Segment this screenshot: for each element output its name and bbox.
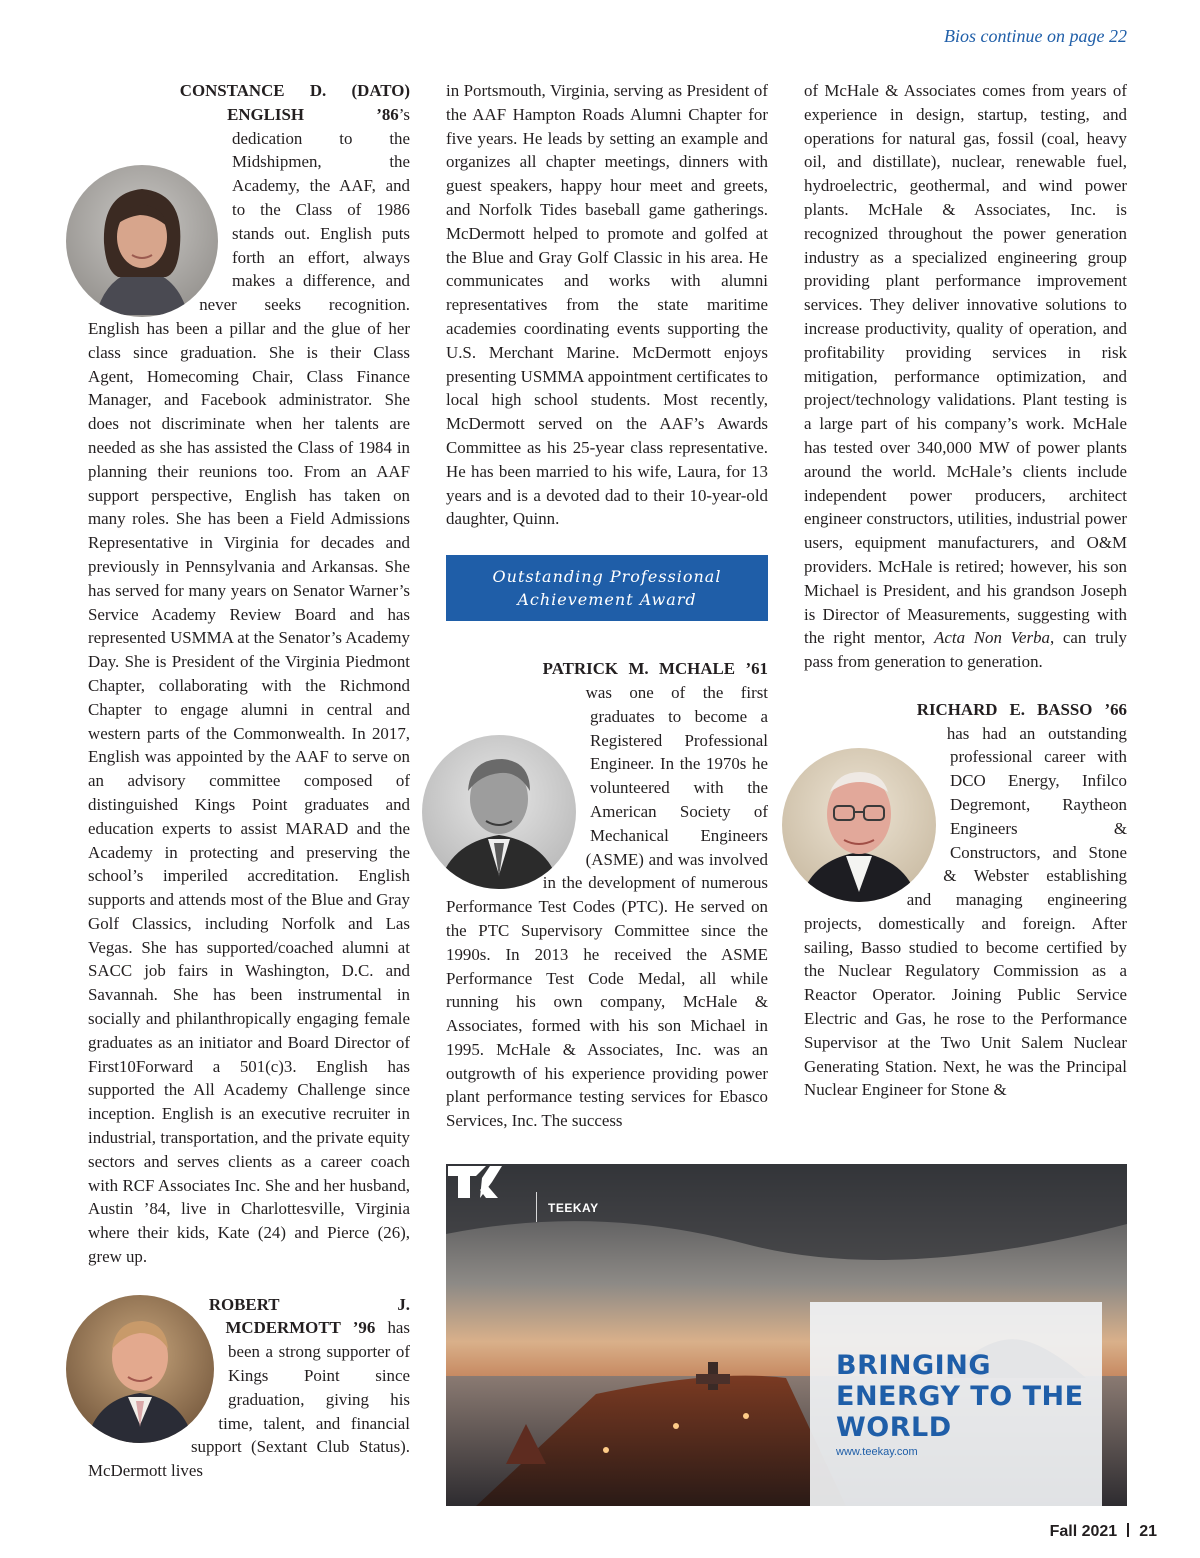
mcdermott-bio-continued: in Portsmouth, Virginia, serving as President of the AAF Hampton Roads Alumni Chapter for five years. He leads by setting an example and organizes all chapter meetings, dinners with guest speakers, happy hour meet and greets, and Norfolk Tides baseball game gatherings. McDermott helped to promote and golfed at the Blue and Gray Golf Classic in his area. He communicates and works with alumni representatives from the state maritime academies coordinating events supporting the U.S. Merchant Marine. McDermott enjoys presenting USMMA appointment certificates to local high school students. Most recently, McDermott served on the AAF’s Awards Committee as his 25-year class representative. He has been married to his wife, Laura, for 13 years and is a devoted dad to their 10-year-old daughter, Quinn.	[446, 81, 768, 529]
teekay-advertisement	[446, 1164, 1127, 1506]
issue-label: Fall 2021	[1049, 1523, 1118, 1540]
teekay-logo-icon	[446, 1164, 504, 1200]
ad-text-panel	[810, 1302, 1102, 1506]
basso-bio-paragraph	[804, 698, 1127, 1103]
mcdermott-bio: has been a strong supporter of Kings Point since graduation, giving his time, talent, and financial support (Sextant Club Status). McDermott lives	[88, 1318, 410, 1481]
mchale-bio: was one of the first graduates to become a Registered Professional Engineer. In the 1970s he volunteered with the American Society of Mechanical Engineers (ASME) and was involved in the development of numerous Performance Test Codes (PTC). He served on the PTC Supervisory Committee since the 1990s. In 2013 he received the ASME Performance Test Code Medal, all while running his own company, McHale & Associates, formed with his son Michael in 1995. McHale & Associates, Inc. was an outgrowth of his experience providing power plant performance testing services for Ebasco Services, Inc. The success	[446, 682, 768, 1131]
logo-divider	[536, 1192, 537, 1222]
english-portrait	[66, 165, 218, 317]
mchale-portrait	[422, 735, 576, 889]
mchale-bio-continued-a: of McHale & Associates comes from years of experience in design, startup, testing, and operations for natural gas, fossil (coal, heavy oil, and distillate), nuclear, renewable fuel, hydroelectric, geothermal, and wind power plants. McHale & Associates, Inc. is recognized throughout the power generation industry as a specialized engineering group providing plant performance improvement services. They deliver innovative solutions to increase productivity, quality of operation, and profitability providing services in risk mitigation, performance optimization, and project/technology validations. Plant testing is a large part of his company’s work. McHale has tested over 340,000 MW of power plants around the world. McHale’s clients include independent power producers, architect engineer constructors, utilities, industrial power users, equipment manufacturers, and O&M providers. McHale is retired; however, his son Michael is President, and his grandson Joseph is Director of Measurements, suggesting with the right mentor,	[804, 81, 1127, 648]
continuation-note: Bios continue on page 22	[944, 26, 1127, 46]
mcdermott-bio-paragraph	[88, 1293, 410, 1483]
ad-headline: BRINGING ENERGY TO THE WORLD	[836, 1350, 1084, 1443]
page-footer	[1050, 1523, 1157, 1541]
english-name: CONSTANCE D. (DATO) ENGLISH ’86	[179, 81, 410, 124]
basso-name: RICHARD E. BASSO ’66	[916, 699, 1127, 719]
footer-divider	[1127, 1523, 1129, 1537]
latin-motto: Acta Non Verba	[934, 628, 1050, 648]
mchale-bio-continued	[804, 79, 1127, 674]
mchale-bio-paragraph	[446, 657, 768, 1133]
mcdermott-name: ROBERT J. MCDERMOTT ’96	[208, 1294, 410, 1338]
english-bio-paragraph	[88, 79, 410, 1269]
ad-brand-name: TEEKAY	[548, 1201, 599, 1215]
english-bio: ’s dedication to the Midshipmen, the Academy, the AAF, and to the Class of 1986 stands out. English puts forth an effort, always makes a difference, and never seeks recognition. English has been a pillar and the glue of her class since graduation. She is their Class Agent, Homecoming Chair, Class Finance Manager, and Facebook administrator. She does not discriminate when her talents are needed as she has assisted the Class of 1984 in planning their reunions too. From an AAF support perspective, English has taken on many roles. She has been a Field Admissions Representative in Virginia for decades and previously in Pennsylvania and Arkansas. She has served for many years on Senator Warner’s Service Academy Review Board and has represented USMMA at the Senator’s Academy Day. She is President of the Virginia Piedmont Chapter, collaborating with the Richmond Chapter to engage alumni in central and western parts of the Commonwealth. In 2017, English was appointed by the AAF to serve on an advisory committee composed of distinguished Kings Point graduates and education experts to assist MARAD and the Academy in protecting and preserving the school’s imperiled accreditation. English supports and attends most of the Blue and Gray Golf Classics, including Norfolk and Las Vegas. She has supported/coached alumni at SACC job fairs in Washington, D.C. and Savannah. She has been instrumental in socially and philanthropically engaging female graduates as an initiator and Board Director of First10Forward a 501(c)3. English has supported the All Academy Challenge since inception. English is an executive recruiter in industrial, transportation, and the private equity sectors and serves clients as a career coach with RCF Associates Inc. She and her husband, Austin ’84, live in Charlottesville, Virginia where their kids, Kate (24) and Pierce (26), grew up.	[88, 104, 410, 1267]
mchale-bio-continued-b: , can truly pass from generation to generation.	[804, 628, 1127, 672]
column-2	[446, 79, 768, 1133]
ad-url: www.teekay.com	[836, 1446, 918, 1458]
column-1	[88, 79, 410, 1483]
column-3	[804, 79, 1127, 1102]
award-banner	[446, 555, 768, 621]
page-number: 21	[1139, 1523, 1157, 1540]
mcdermott-portrait	[66, 1295, 214, 1443]
basso-portrait	[782, 748, 936, 902]
mchale-name: PATRICK M. MCHALE ’61	[542, 659, 768, 679]
basso-bio: has had an outstanding professional career with DCO Energy, Infilco Degremont, Raytheon Engineers & Constructors, and Stone & Webster establishing and managing engineering projects, domestically and foreign. After sailing, Basso studied to become certified by the Nuclear Regulatory Commission as a Reactor Operator. Joining Public Service Electric and Gas, he rose to the Performance Supervisor at the Two Unit Salem Nuclear Generating Station. Next, he was the Principal Nuclear Engineer for Stone &	[804, 723, 1127, 1100]
award-title: Outstanding Professional Achievement Award	[492, 567, 722, 610]
